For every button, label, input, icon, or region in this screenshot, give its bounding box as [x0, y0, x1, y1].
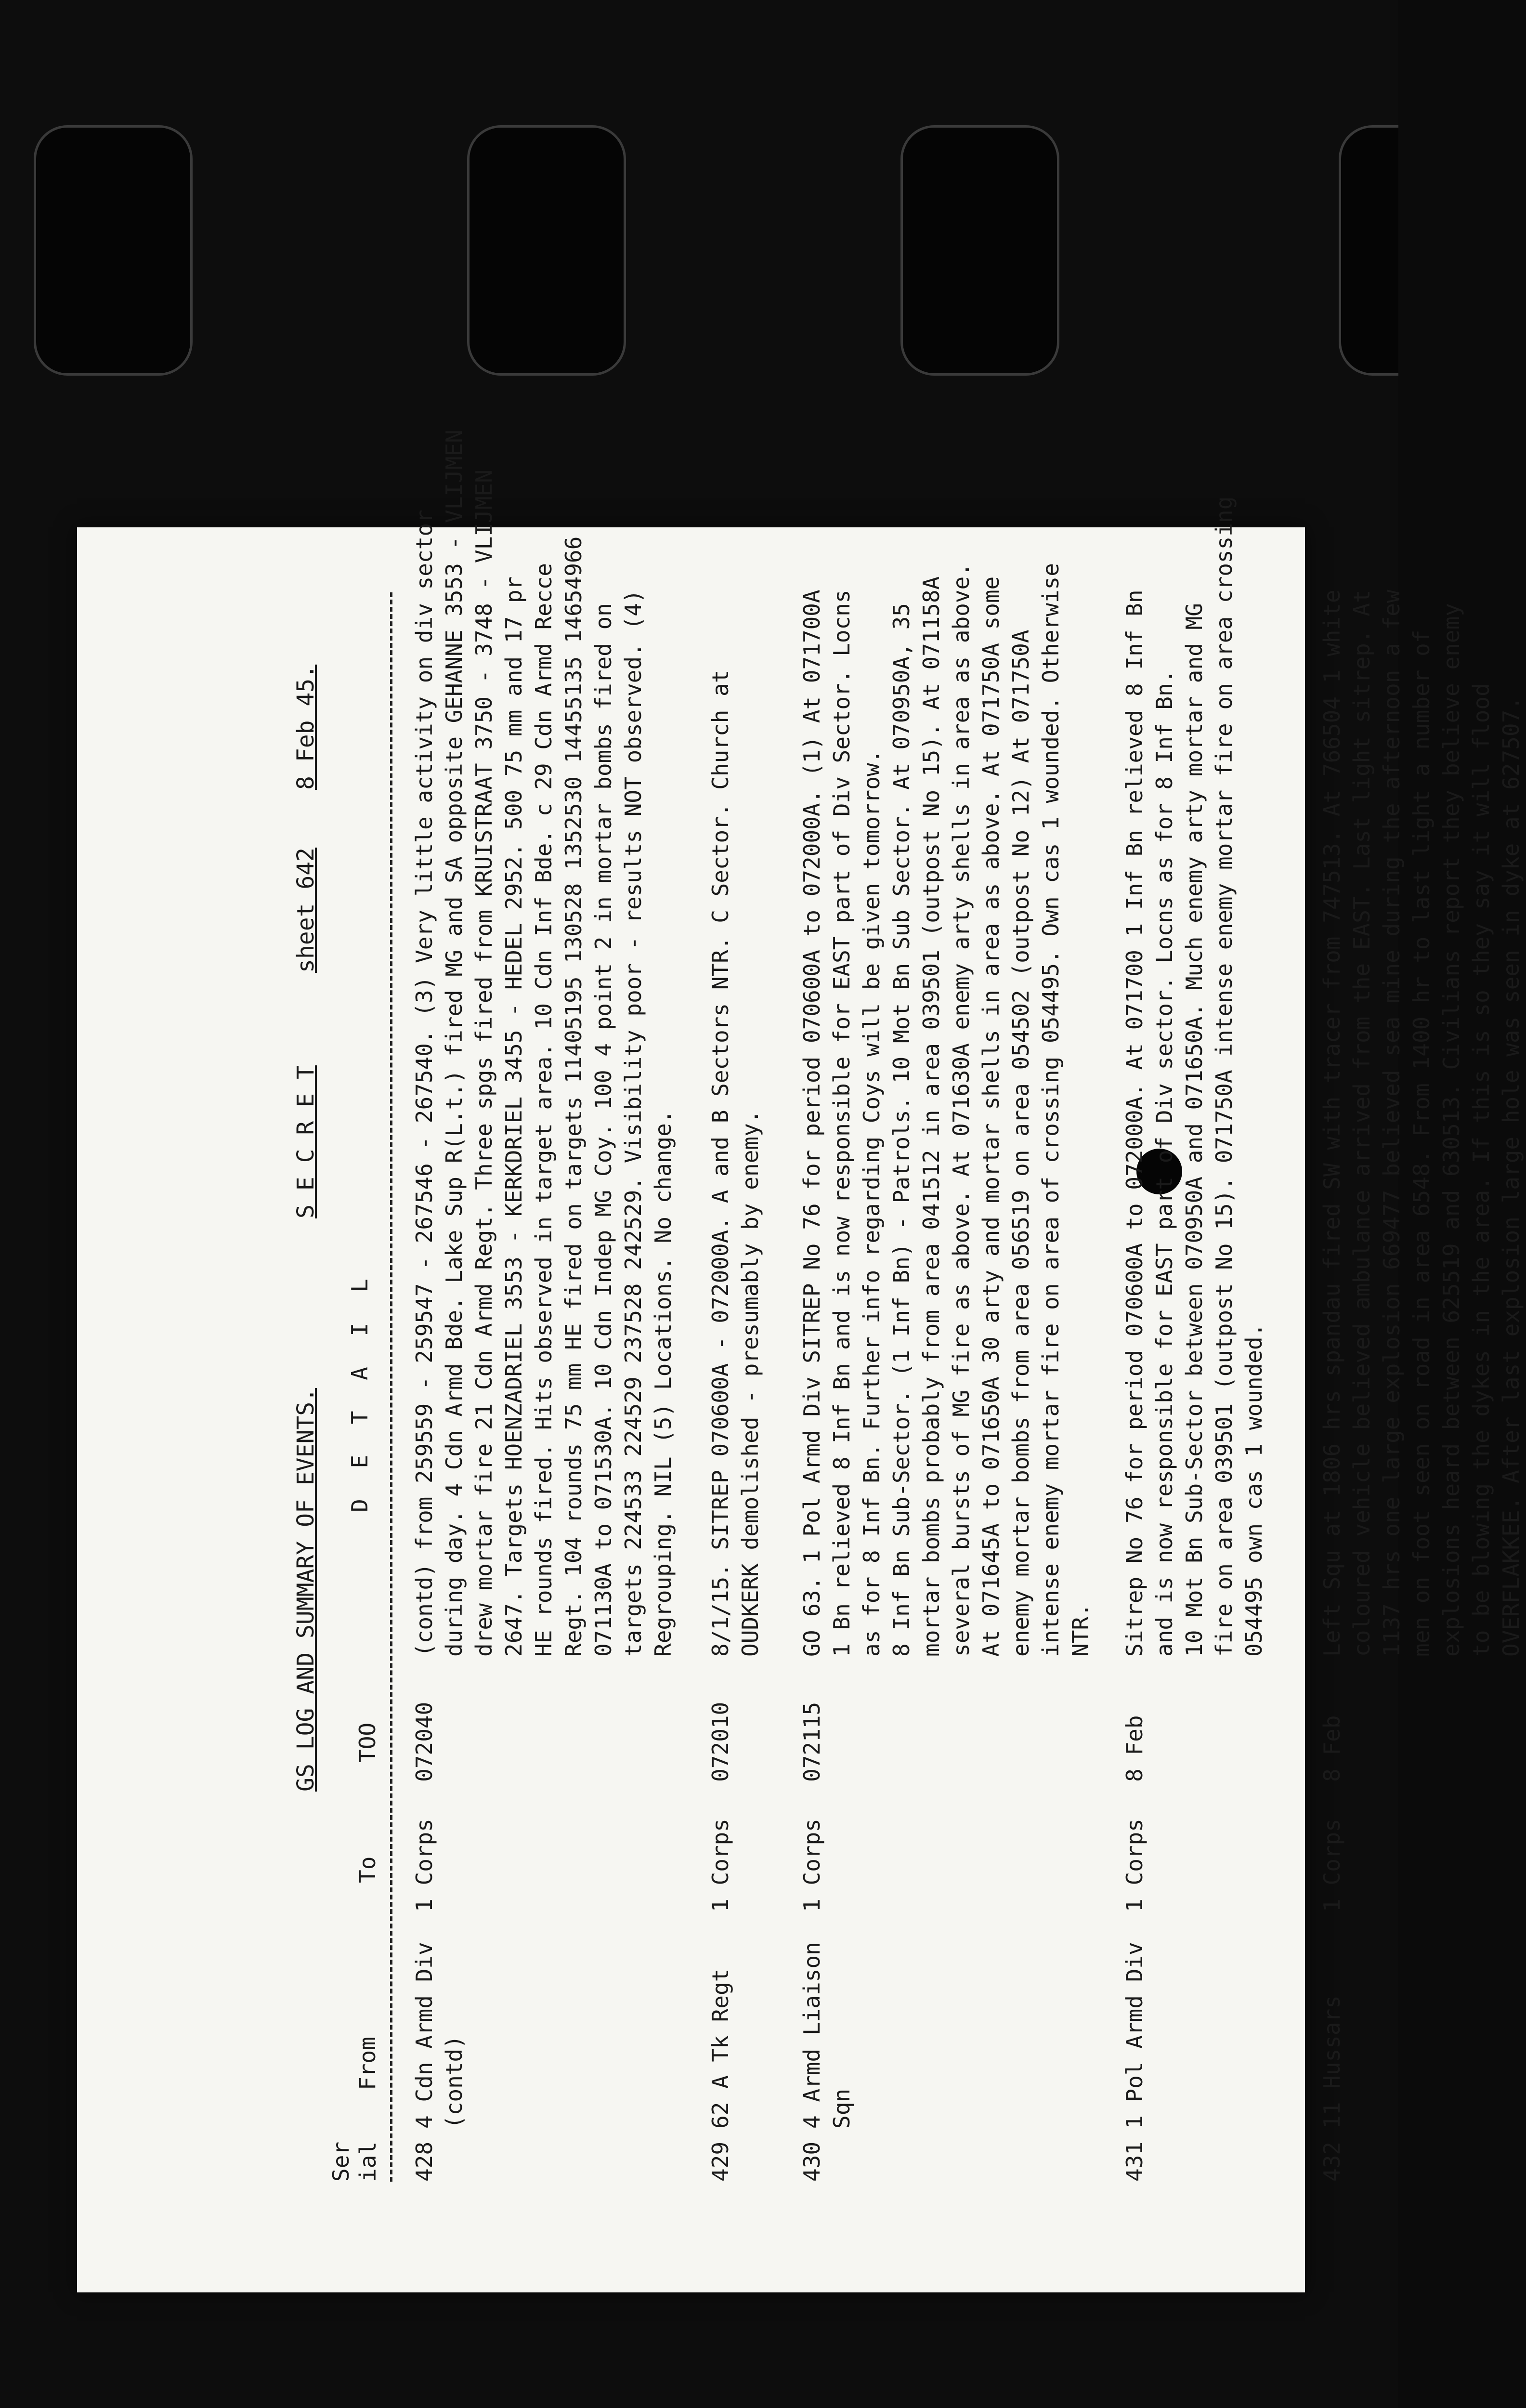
sheet-number: sheet 642	[292, 847, 319, 973]
entry-to: 1 Corps	[799, 1819, 825, 1912]
detail-line: NTR.	[1068, 1603, 1094, 1657]
log-title: GS LOG AND SUMMARY OF EVENTS.	[292, 1387, 319, 1792]
detail-line: Sitrep No 76 for period 070600A to 072000A. At 071700 1 Inf Bn relieved 8 Inf Bn	[1122, 589, 1148, 1657]
detail-line: 10 Mot Bn Sub-Sector between 070950A and 071650A. Much enemy arty mortar and MG	[1181, 603, 1207, 1657]
entry-too: 072040	[411, 1701, 437, 1782]
entry-to: 1 Corps	[411, 1819, 437, 1912]
entry-serial: 428	[411, 2141, 437, 2182]
detail-line: OVERFLAKKEE. After last explosion large hole was seen in dyke at 627507.	[1498, 696, 1524, 1657]
detail-line: HE rounds fired. Hits observed in target area. 10 Cdn Inf Bde. c 29 Cdn Armd Recce	[531, 563, 557, 1657]
detail-line: and is now responsible for EAST part of Div sector. Locns as for 8 Inf Bn.	[1151, 669, 1177, 1657]
detail-line: men on foot seen on road in area 6548. From 1400 hr to last light a number of	[1409, 629, 1435, 1657]
detail-line: several bursts of MG fire as above. At 071630A enemy arty shells in area as above.	[948, 563, 974, 1657]
detail-line: to be blowing the dykes in the area. If this is so they say it will flood	[1468, 683, 1494, 1657]
log-date: 8 Feb 45.	[292, 664, 319, 790]
film-perforation	[900, 125, 1059, 376]
classification: S E C R E T	[292, 1065, 319, 1218]
entry-from: 62 A Tk Regt	[707, 1968, 733, 2129]
rotated-log-content	[77, 430, 1524, 2292]
header-divider	[390, 592, 392, 2182]
entry-detail	[1120, 496, 1269, 1657]
detail-line: mortar bombs probably from area 041512 in area 039501 (outpost No 15). At 071158A	[918, 576, 944, 1657]
film-perforation	[34, 125, 193, 376]
entry-serial: 429	[707, 2141, 733, 2182]
column-header-serial: Ser ial	[328, 2141, 381, 2182]
entry-serial: 432	[1319, 2141, 1345, 2182]
film-perforation	[467, 125, 626, 376]
entry-to: 1 Corps	[1319, 1819, 1345, 1912]
detail-line: targets 224533 224529 237528 242529. Visibility poor - results NOT observed. (4)	[620, 589, 646, 1657]
detail-label: D E T A I L	[347, 1270, 373, 1512]
entry-serial: 430	[799, 2141, 825, 2182]
entry-too: 8 Feb	[1122, 1715, 1148, 1782]
entry-from: 4 Armd Liaison Sqn	[799, 1942, 855, 2129]
header-line	[289, 636, 323, 1792]
detail-line: 071130A to 071530A. 10 Cdn Indep MG Coy. 100 4 point 2 in mortar bombs fired on	[590, 603, 616, 1657]
detail-line: 1 Bn relieved 8 Inf Bn and is now responsible for EAST part of Div Sector. Locns	[829, 589, 855, 1657]
entry-from: 4 Cdn Armd Div (contd)	[411, 1942, 467, 2129]
detail-line: Regt. 104 rounds 75 mm HE fired on targets 11405195 130528 1352530 14455135 14654966	[561, 536, 587, 1657]
detail-line: 8 Inf Bn Sub-Sector. (1 Inf Bn) - Patrols. 10 Mot Bn Sub Sector. At 070950A, 35	[888, 603, 914, 1657]
column-header-from: From	[354, 2037, 380, 2090]
detail-line: 2647. Targets HOENZADRIEL 3553 - KERKDRIEL 3455 - HEDEL 2952. 500 75 mm and 17 pr	[501, 576, 527, 1657]
entry-to: 1 Corps	[707, 1819, 733, 1912]
detail-line: OUDKERK demolished - presumably by enemy.	[737, 1110, 763, 1657]
detail-line: At 071645A to 071650A 30 arty and mortar shells in area as above. At 071750A some	[978, 576, 1004, 1657]
entry-detail	[797, 563, 1096, 1657]
detail-line: enemy mortar bombs from area 056519 on area 054502 (outpost No 12) At 071750A	[1008, 629, 1034, 1657]
entry-detail	[705, 578, 765, 1657]
detail-line: (contd) from 259559 - 259547 - 267546 - 267540. (3) Very little activity on div sector	[411, 510, 437, 1657]
entry-too: 072115	[799, 1701, 825, 1782]
detail-line: 1137 hrs one large explosion 669477 believed sea mine during the afternoon a few	[1379, 589, 1405, 1657]
entry-to: 1 Corps	[1122, 1819, 1148, 1912]
film-perforation	[1339, 125, 1398, 376]
detail-line: during day. 4 Cdn Armd Bde. Lake Sup R(L.t.) fired MG and SA opposite GEHANNE 3553 - VLIJMEN	[441, 430, 467, 1657]
detail-line: 054495 own cas 1 wounded.	[1241, 1323, 1267, 1657]
detail-line: coloured vehicle believed ambulance arrived from the EAST. Last light sitrep. At	[1349, 589, 1375, 1657]
entry-too: 072010	[707, 1701, 733, 1782]
entry-detail	[409, 430, 678, 1657]
detail-line: GO 63. 1 Pol Armd Div SITREP No 76 for period 070600A to 072000A. (1) At 071700A	[799, 589, 825, 1657]
detail-line: explosions heard between 625519 and 630513. Civilians report they believe enemy	[1438, 603, 1464, 1657]
entry-serial: 431	[1122, 2141, 1148, 2182]
detail-line: 8/1/15. SITREP 070600A - 072000A. A and B Sectors NTR. C Sector. Church at	[707, 669, 733, 1657]
entry-from: 1 Pol Armd Div	[1122, 1942, 1148, 2129]
column-header-to: To	[354, 1856, 380, 1883]
detail-line: intense enemy mortar fire on area of crossing 054495. Own cas 1 wounded. Otherwise	[1038, 563, 1064, 1657]
detail-line: Left Squ at 1806 hrs spandau fired SW with tracer from 747513. At 766504 1 white	[1319, 589, 1345, 1657]
detail-line: fire on area 039501 (outpost No 15). 071750A intense enemy mortar fire on area crossing	[1211, 496, 1237, 1657]
column-header-too: TOO	[354, 1722, 380, 1763]
detail-line: Regrouping. NIL (5) Locations. No change.	[650, 1110, 676, 1657]
entry-from: 11 Hussars	[1319, 1995, 1345, 2129]
document-page	[77, 430, 1524, 2292]
entry-too: 8 Feb	[1319, 1715, 1345, 1782]
detail-line: as for 8 Inf Bn. Further info regarding Coys will be given tomorrow.	[859, 749, 885, 1657]
entry-detail	[1317, 578, 1526, 1657]
detail-line: drew mortar fire 21 Cdn Armd Regt. Three spgs fired from KRUISTRAAT 3750 - 3748 - VLIJMEN	[471, 470, 497, 1657]
